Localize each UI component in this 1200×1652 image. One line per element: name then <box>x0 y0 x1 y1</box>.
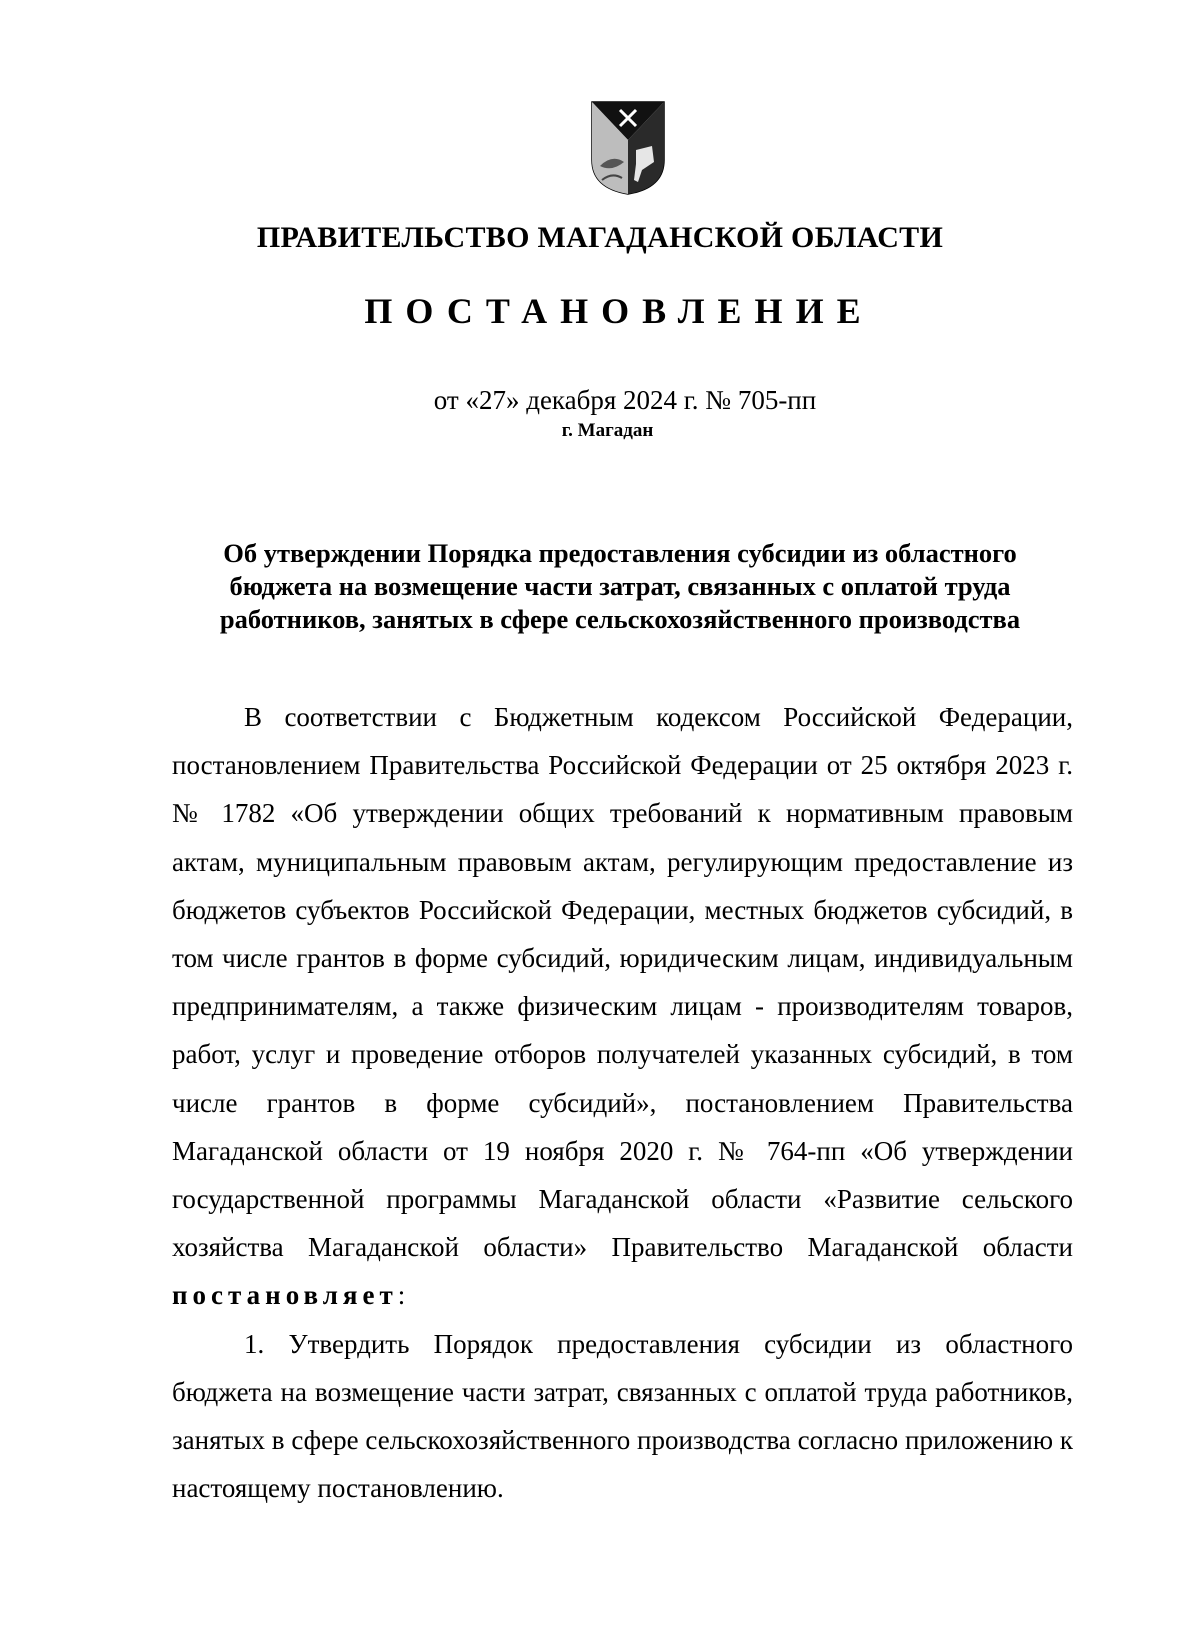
document-city: г. Магадан <box>561 420 654 441</box>
coat-of-arms-icon <box>590 100 666 196</box>
preamble-text: В соответствии с Бюджетным кодексом Российской Федерации, постановлением Правительства Российской Федерации от 25 октября 2023 г. № 1782 «Об утверждении общих требований к нормативным правовым актам, муниципальным правовым актам, регулирующим предоставление из бюджетов субъектов Российской Федерации, местных бюджетов субсидий, в том числе грантов в форме субсидий, юридическим лицам, индивидуальным предпринимателям, а также физическим лицам - производителям товаров, работ, услуг и проведение отборов получателей указанных субсидий, в том числе грантов в форме субсидий», постановлением Правительства Магаданской области от 19 ноября 2020 г. № 764-пп «Об утверждении государственной программы Магаданской области «Развитие сельского хозяйства Магаданской области» Правительство Магаданской области <box>172 702 1073 1263</box>
item-1-paragraph: 1. Утвердить Порядок предоставления субсидии из областного бюджета на возмещение части затрат, связанных с оплатой труда работников, занятых в сфере сельскохозяйственного производства согласно приложению к настоящему постановлению. <box>172 1328 1073 1504</box>
decides-word: постановляет <box>172 1280 398 1311</box>
decides-colon: : <box>397 1280 406 1311</box>
document-title: Об утверждении Порядка предоставления субсидии из областного бюджета на возмещение части затрат, связанных с оплатой труда работников, занятых в сфере сельскохозяйственного производства <box>219 538 1021 634</box>
document-date-number: от «27» декабря 2024 г. № 705-пп <box>433 385 817 415</box>
preamble-paragraph <box>172 693 1073 1320</box>
document-body <box>172 693 1073 1512</box>
government-name: ПРАВИТЕЛЬСТВО МАГАДАНСКОЙ ОБЛАСТИ <box>256 221 944 254</box>
document-type: ПОСТАНОВЛЕНИЕ <box>364 291 874 331</box>
